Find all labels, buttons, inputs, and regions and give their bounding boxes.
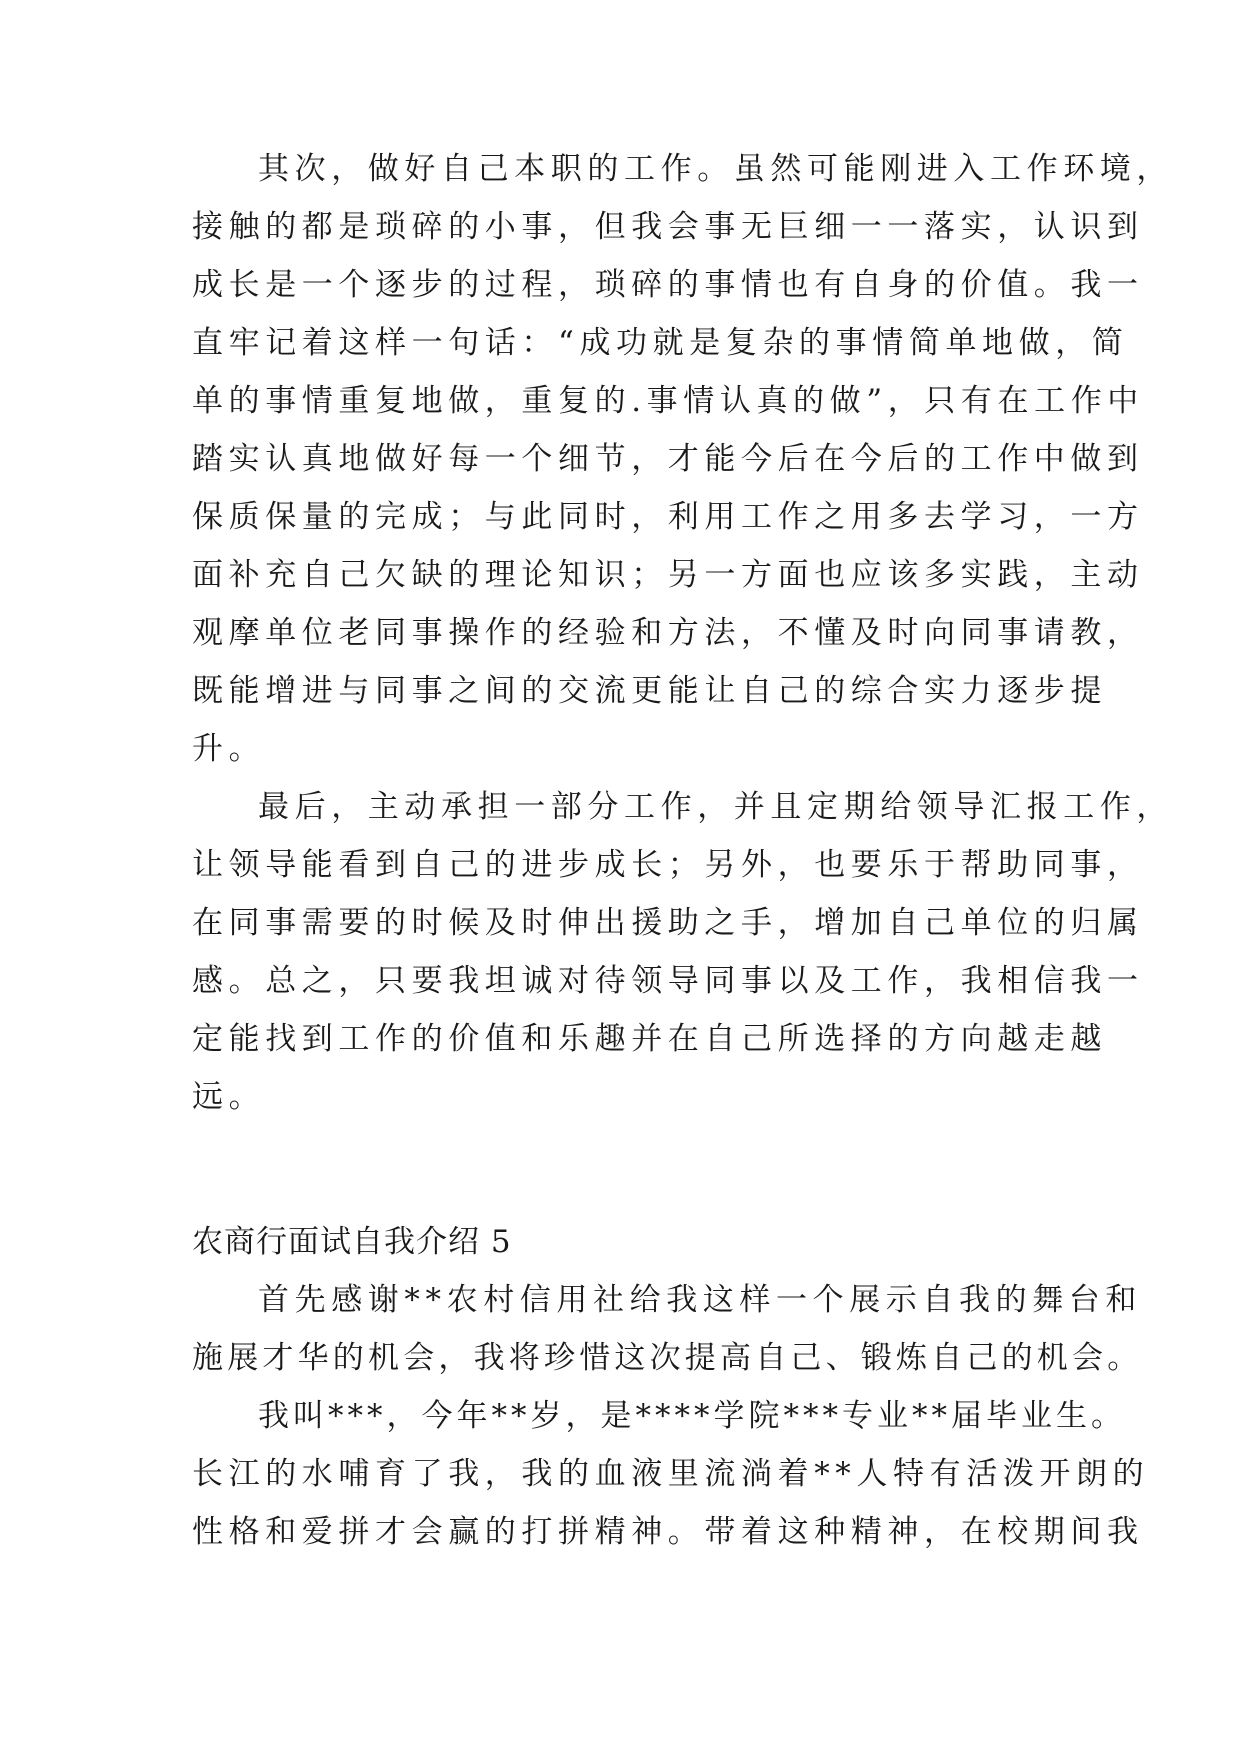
paragraph-line: 踏实认真地做好每一个细节，才能今后在今后的工作中做到 — [192, 441, 1144, 477]
paragraph-line: 面补充自己欠缺的理论知识；另一方面也应该多实践，主动 — [192, 557, 1144, 593]
paragraph-line: 升。 — [192, 731, 266, 767]
section-heading: 农商行面试自我介绍 5 — [192, 1224, 512, 1260]
paragraph-line: 性格和爱拼才会赢的打拼精神。带着这种精神，在校期间我 — [192, 1514, 1144, 1550]
paragraph-line: 感。总之，只要我坦诚对待领导同事以及工作，我相信我一 — [192, 963, 1144, 999]
paragraph-line: 观摩单位老同事操作的经验和方法，不懂及时向同事请教， — [192, 615, 1144, 651]
paragraph-line: 保质保量的完成；与此同时，利用工作之用多去学习，一方 — [192, 499, 1144, 535]
paragraph-line: 在同事需要的时候及时伸出援助之手，增加自己单位的归属 — [192, 905, 1144, 941]
paragraph-line: 成长是一个逐步的过程，琐碎的事情也有自身的价值。我一 — [192, 267, 1144, 303]
paragraph-line: 定能找到工作的价值和乐趣并在自己所选择的方向越走越 — [192, 1021, 1107, 1057]
paragraph-line: 施展才华的机会，我将珍惜这次提高自己、锻炼自己的机会。 — [192, 1340, 1143, 1376]
paragraph-line: 单的事情重复地做，重复的.事情认真的做”，只有在工作中 — [192, 383, 1144, 419]
paragraph-line: 长江的水哺育了我，我的血液里流淌着**人特有活泼开朗的 — [192, 1456, 1150, 1492]
paragraph-line: 其次，做好自己本职的工作。虽然可能刚进入工作环境， — [258, 151, 1173, 187]
paragraph-line: 接触的都是琐碎的小事，但我会事无巨细一一落实，认识到 — [192, 209, 1144, 245]
paragraph-line: 直牢记着这样一句话：“成功就是复杂的事情简单地做，简 — [192, 325, 1129, 361]
paragraph-line: 最后，主动承担一部分工作，并且定期给领导汇报工作， — [258, 789, 1173, 825]
paragraph-line: 远。 — [192, 1079, 266, 1115]
paragraph-line: 我叫***，今年**岁，是****学院***专业**届毕业生。 — [258, 1398, 1126, 1434]
paragraph-line: 既能增进与同事之间的交流更能让自己的综合实力逐步提 — [192, 673, 1107, 709]
paragraph-line: 让领导能看到自己的进步成长；另外，也要乐于帮助同事， — [192, 847, 1144, 883]
paragraph-line: 首先感谢**农村信用社给我这样一个展示自我的舞台和 — [258, 1282, 1142, 1318]
